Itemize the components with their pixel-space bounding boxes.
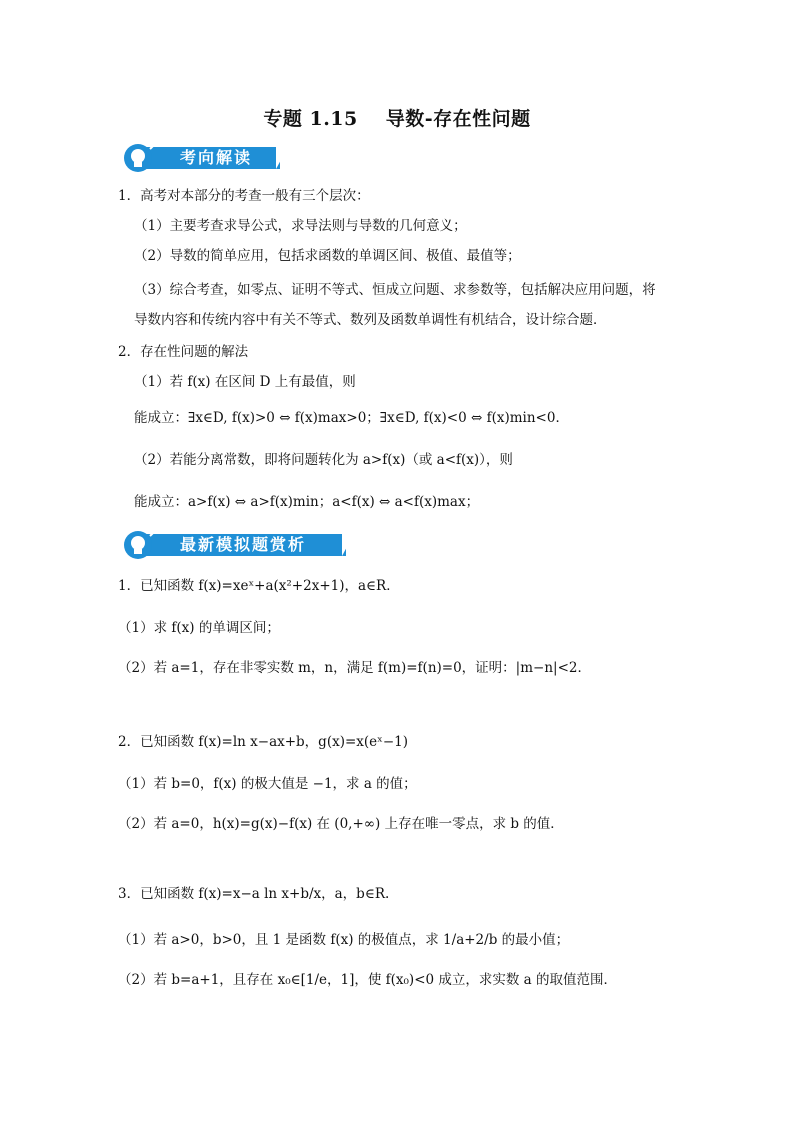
problem-1-part-1: （1）求 f(x) 的单调区间； xyxy=(118,620,280,636)
guide-p2-1: （1）若 f(x) 在区间 D 上有最值，则 xyxy=(134,374,356,390)
bulb-icon xyxy=(118,143,164,173)
title-prefix: 专题 1.15 xyxy=(263,108,358,130)
title-topic: 导数-存在性问题 xyxy=(385,108,531,130)
problem-1-part-2: （2）若 a=1，存在非零实数 m，n，满足 f(m)=f(n)=0，证明：|m−n|<2． xyxy=(118,660,591,676)
guide-p1: 1．高考对本部分的考查一般有三个层次： xyxy=(118,188,370,204)
section-banner-practice xyxy=(118,530,354,560)
practice-title: 最新模拟题赏析 xyxy=(180,535,307,554)
guide-p1-3b: 导数内容和传统内容中有关不等式、数列及函数单调性有机结合，设计综合题． xyxy=(134,312,607,328)
guide-title: 考向解读 xyxy=(180,148,253,167)
problem-3-part-2: （2）若 b=a+1，且存在 x₀∈[1/e，1]，使 f(x₀)<0 成立，求实数 a 的取值范围． xyxy=(118,972,618,988)
guide-p1-3a: （3）综合考查，如零点、证明不等式、恒成立问题、求参数等，包括解决应用问题，将 xyxy=(134,282,656,298)
problem-2: 2．已知函数 f(x)=ln x−ax+b，g(x)=x(eˣ−1) xyxy=(118,734,409,750)
problem-1: 1．已知函数 f(x)=xeˣ+a(x²+2x+1)，a∈R． xyxy=(118,578,400,594)
guide-p1-1: （1）主要考查求导公式，求导法则与导数的几何意义； xyxy=(134,218,467,234)
section-banner-guide xyxy=(118,143,288,173)
guide-p2-2b: 能成立：a>f(x) ⇔ a>f(x)min；a<f(x) ⇔ a<f(x)max； xyxy=(134,494,480,510)
problem-3-part-1: （1）若 a>0，b>0，且 1 是函数 f(x) 的极值点，求 1/a+2/b 的最小值； xyxy=(118,932,570,948)
guide-p1-2: （2）导数的简单应用，包括求函数的单调区间、极值、最值等； xyxy=(134,248,521,264)
guide-p2-1b: 能成立：∃x∈D, f(x)>0 ⇔ f(x)max>0；∃x∈D, f(x)<0 ⇔ f(x)min<0． xyxy=(134,410,569,426)
page-title xyxy=(0,104,794,131)
problem-2-part-2: （2）若 a=0，h(x)=g(x)−f(x) 在 (0,+∞) 上存在唯一零点，求 b 的值． xyxy=(118,816,564,832)
problem-3: 3．已知函数 f(x)=x−a ln x+b/x，a，b∈R. xyxy=(118,886,390,902)
problem-2-part-1: （1）若 b=0，f(x) 的极大值是 −1，求 a 的值； xyxy=(118,776,417,792)
bulb-icon xyxy=(118,530,164,560)
guide-p2: 2．存在性问题的解法 xyxy=(118,344,249,360)
guide-p2-2: （2）若能分离常数，即将问题转化为 a>f(x)（或 a<f(x)），则 xyxy=(134,452,513,468)
